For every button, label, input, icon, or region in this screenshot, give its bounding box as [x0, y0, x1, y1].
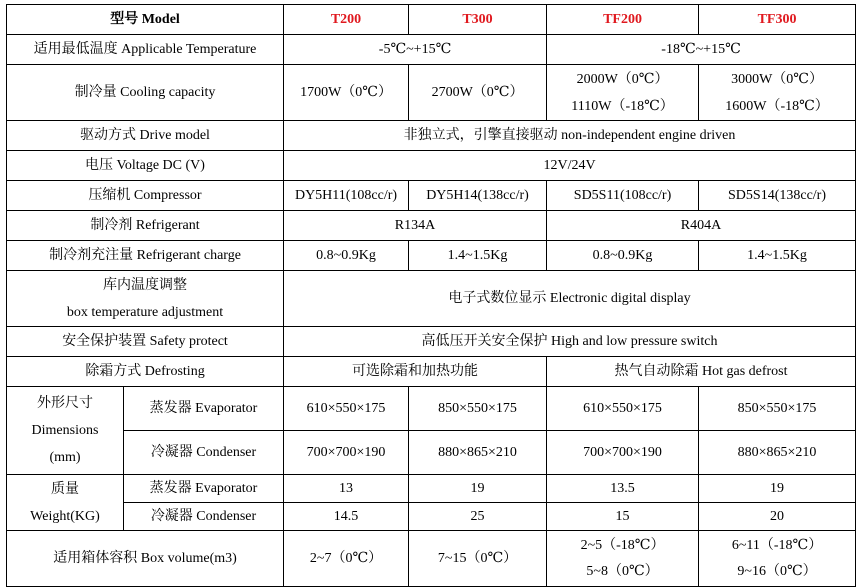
charge-row	[7, 241, 856, 271]
weight-label-en: Weight(KG)	[30, 508, 100, 524]
box-temp-label-en: box temperature adjustment	[66, 304, 224, 320]
refrigerant-tf-value: R404A	[547, 211, 856, 241]
dim-evap-t200: 610×550×175	[284, 387, 409, 431]
volume-tf200-line2: 5~8（0℃）	[586, 563, 659, 579]
model-header-t200: T200	[284, 5, 409, 35]
row-label: 驱动方式 Drive model	[7, 121, 284, 151]
compressor-row	[7, 181, 856, 211]
weight-evaporator-row	[7, 475, 856, 503]
refrigerant-row	[7, 211, 856, 241]
volume-tf300	[699, 531, 856, 587]
model-header-t300: T300	[409, 5, 547, 35]
compressor-t200: DY5H11(108cc/r)	[284, 181, 409, 211]
model-header-label: 型号 Model	[7, 5, 284, 35]
volume-tf200	[547, 531, 699, 587]
weight-evap-tf300: 19	[699, 475, 856, 503]
weight-cond-tf200: 15	[547, 503, 699, 531]
defrost-t-value: 可选除霜和加热功能	[284, 357, 547, 387]
dim-evap-tf300: 850×550×175	[699, 387, 856, 431]
model-header-tf300: TF300	[699, 5, 856, 35]
weight-condenser-row	[7, 503, 856, 531]
cooling-t200: 1700W（0℃）	[284, 65, 409, 121]
volume-tf200-line1: 2~5（-18℃）	[580, 537, 665, 553]
charge-t300: 1.4~1.5Kg	[409, 241, 547, 271]
row-label: 适用最低温度 Applicable Temperature	[7, 35, 284, 65]
drive-value: 非独立式，引擎直接驱动 non-independent engine driven	[284, 121, 856, 151]
sub-label-condenser: 冷凝器 Condenser	[124, 503, 284, 531]
row-label: 制冷剂 Refrigerant	[7, 211, 284, 241]
spec-table	[6, 4, 856, 587]
cooling-t300: 2700W（0℃）	[409, 65, 547, 121]
sub-label-evaporator: 蒸发器 Evaporator	[124, 387, 284, 431]
box-temp-row	[7, 271, 856, 327]
dim-cond-t300: 880×865×210	[409, 431, 547, 475]
cooling-tf300-line2: 1600W（-18℃）	[725, 98, 829, 114]
weight-label	[7, 475, 124, 531]
row-label: 制冷量 Cooling capacity	[7, 65, 284, 121]
charge-tf200: 0.8~0.9Kg	[547, 241, 699, 271]
row-label	[7, 271, 284, 327]
volume-t300: 7~15（0℃）	[409, 531, 547, 587]
row-label: 压缩机 Compressor	[7, 181, 284, 211]
compressor-tf200: SD5S11(108cc/r)	[547, 181, 699, 211]
voltage-row	[7, 151, 856, 181]
dimensions-label-en: Dimensions	[31, 423, 99, 438]
charge-t200: 0.8~0.9Kg	[284, 241, 409, 271]
safety-value: 高低压开关安全保护 High and low pressure switch	[284, 327, 856, 357]
temperature-t-value: -5℃~+15℃	[284, 35, 547, 65]
safety-row	[7, 327, 856, 357]
dim-evap-tf200: 610×550×175	[547, 387, 699, 431]
volume-tf300-line2: 9~16（0℃）	[737, 563, 817, 579]
dimensions-evaporator-row	[7, 387, 856, 431]
voltage-value: 12V/24V	[284, 151, 856, 181]
box-volume-row	[7, 531, 856, 587]
sub-label-evaporator: 蒸发器 Evaporator	[124, 475, 284, 503]
charge-tf300: 1.4~1.5Kg	[699, 241, 856, 271]
volume-t200: 2~7（0℃）	[284, 531, 409, 587]
box-temp-label-cn: 库内温度调整	[103, 277, 187, 293]
cooling-tf300-line1: 3000W（0℃）	[731, 71, 823, 87]
weight-evap-t200: 13	[284, 475, 409, 503]
weight-cond-tf300: 20	[699, 503, 856, 531]
compressor-tf300: SD5S14(138cc/r)	[699, 181, 856, 211]
dim-cond-t200: 700×700×190	[284, 431, 409, 475]
weight-evap-t300: 19	[409, 475, 547, 503]
compressor-t300: DY5H14(138cc/r)	[409, 181, 547, 211]
weight-cond-t300: 25	[409, 503, 547, 531]
dimensions-condenser-row	[7, 431, 856, 475]
dimensions-label-unit: (mm)	[49, 450, 81, 465]
sub-label-condenser: 冷凝器 Condenser	[124, 431, 284, 475]
dim-cond-tf300: 880×865×210	[699, 431, 856, 475]
weight-cond-t200: 14.5	[284, 503, 409, 531]
weight-label-cn: 质量	[51, 481, 79, 497]
cooling-tf200-line2: 1110W（-18℃）	[571, 98, 674, 114]
row-label: 适用箱体容积 Box volume(m3)	[7, 531, 284, 587]
box-temp-value: 电子式数位显示 Electronic digital display	[284, 271, 856, 327]
cooling-tf300	[699, 65, 856, 121]
defrost-row	[7, 357, 856, 387]
weight-evap-tf200: 13.5	[547, 475, 699, 503]
refrigerant-t-value: R134A	[284, 211, 547, 241]
dim-cond-tf200: 700×700×190	[547, 431, 699, 475]
dim-evap-t300: 850×550×175	[409, 387, 547, 431]
defrost-tf-value: 热气自动除霜 Hot gas defrost	[547, 357, 856, 387]
volume-tf300-line1: 6~11（-18℃）	[731, 537, 823, 553]
cooling-tf200-line1: 2000W（0℃）	[576, 71, 669, 87]
dimensions-label	[7, 387, 124, 475]
dimensions-label-cn: 外形尺寸	[37, 396, 93, 411]
cooling-tf200	[547, 65, 699, 121]
cooling-row	[7, 65, 856, 121]
row-label: 制冷剂充注量 Refrigerant charge	[7, 241, 284, 271]
model-header-tf200: TF200	[547, 5, 699, 35]
row-label: 电压 Voltage DC (V)	[7, 151, 284, 181]
temperature-tf-value: -18℃~+15℃	[547, 35, 856, 65]
row-label: 安全保护装置 Safety protect	[7, 327, 284, 357]
header-row	[7, 5, 856, 35]
temperature-row	[7, 35, 856, 65]
drive-row	[7, 121, 856, 151]
row-label: 除霜方式 Defrosting	[7, 357, 284, 387]
